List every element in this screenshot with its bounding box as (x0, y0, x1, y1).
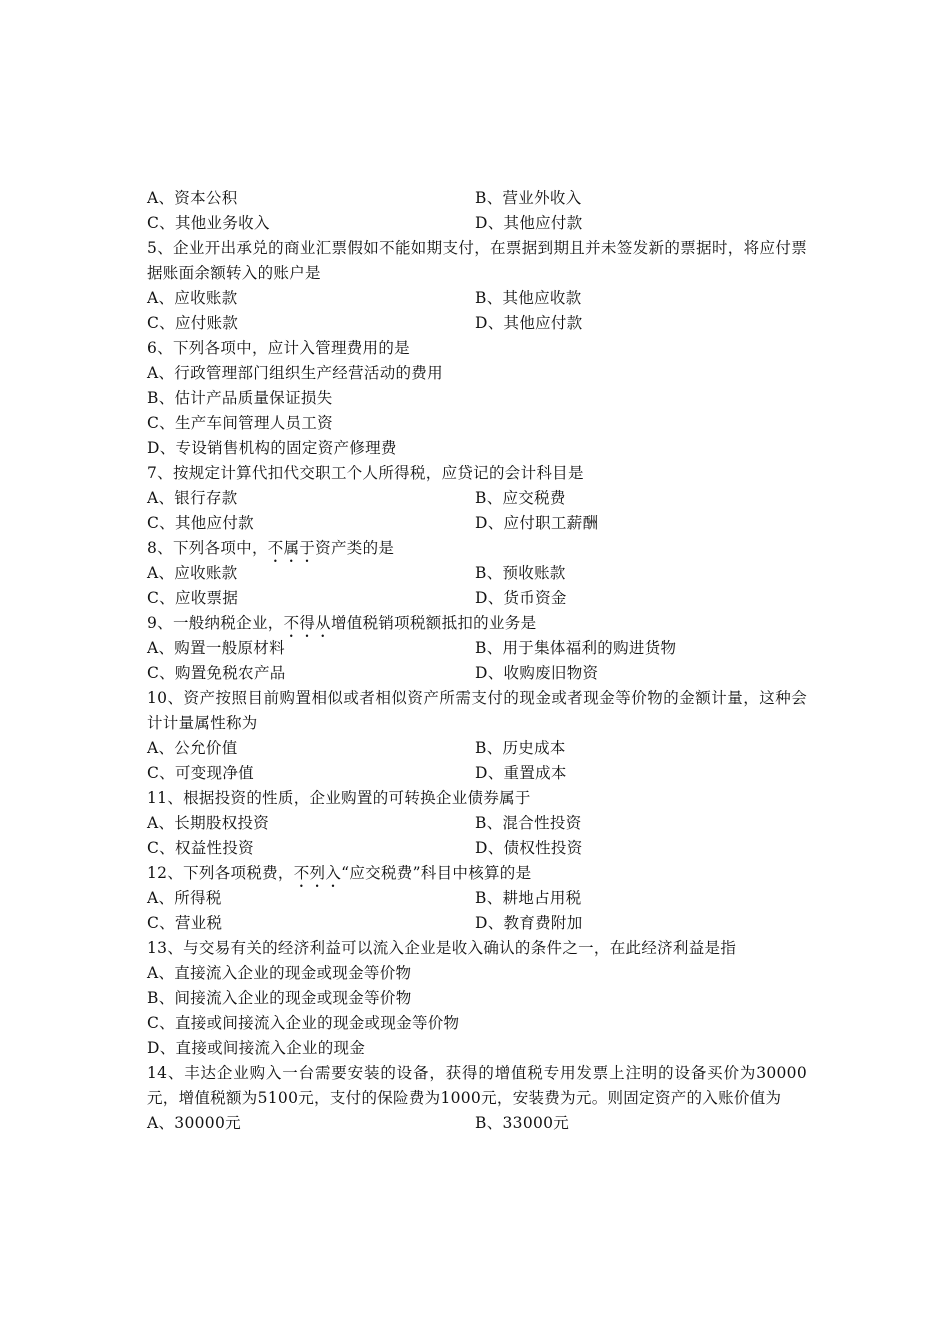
option: A、所得税 (147, 889, 222, 907)
option-row (147, 186, 807, 211)
option: C、可变现净值 (147, 764, 254, 782)
question: 5、企业开出承兑的商业汇票假如不能如期支付，在票据到期且并未签发新的票据时，将应付票据账面余额转入的账户是 (147, 239, 807, 282)
question-text: 增值税销项税额抵扣的业务是 (330, 614, 537, 632)
option-row (147, 736, 807, 761)
option-row (147, 286, 807, 311)
question: 11、根据投资的性质，企业购置的可转换企业债券属于 (147, 789, 531, 807)
option: D、其他应付款 (475, 314, 583, 332)
option: A、长期股权投资 (147, 814, 270, 832)
option-row (147, 886, 807, 911)
option: B、其他应收款 (475, 289, 582, 307)
option: A、应收账款 (147, 564, 238, 582)
option: A、行政管理部门组织生产经营活动的费用 (147, 364, 443, 382)
option: D、应付职工薪酬 (475, 514, 599, 532)
question (147, 536, 807, 561)
option-row (147, 511, 807, 536)
option-row (147, 586, 807, 611)
option: B、历史成本 (475, 739, 566, 757)
option-row (147, 211, 807, 236)
option: A、购置一般原材料 (147, 639, 285, 657)
option: A、直接流入企业的现金或现金等价物 (147, 964, 412, 982)
option: D、货币资金 (475, 589, 567, 607)
option: C、直接或间接流入企业的现金或现金等价物 (147, 1014, 460, 1032)
question: 14、丰达企业购入一台需要安装的设备，获得的增值税专用发票上注明的设备买价为30000元，增值税额为5100元，支付的保险费为1000元，安装费为元。则固定资产的入账价值为 (147, 1064, 807, 1107)
emphasized-text: 不得从 (283, 614, 331, 632)
option: B、混合性投资 (475, 814, 582, 832)
option: D、重置成本 (475, 764, 567, 782)
option-row (147, 311, 807, 336)
question-text: “应交税费”科目中核算的是 (341, 864, 532, 882)
option: C、购置免税农产品 (147, 664, 286, 682)
question: 6、下列各项中，应计入管理费用的是 (147, 339, 410, 357)
option: A、资本公积 (147, 189, 238, 207)
option: C、应收票据 (147, 589, 239, 607)
option: C、营业税 (147, 914, 223, 932)
option: D、教育费附加 (475, 914, 583, 932)
question: 10、资产按照目前购置相似或者相似资产所需支付的现金或者现金等价物的金额计量，这种会计计量属性称为 (147, 689, 807, 732)
option: A、银行存款 (147, 489, 238, 507)
option-row (147, 561, 807, 586)
option-row (147, 911, 807, 936)
option: D、收购废旧物资 (475, 664, 599, 682)
option: C、应付账款 (147, 314, 239, 332)
option-row (147, 1111, 807, 1136)
option: A、公允价值 (147, 739, 238, 757)
question-text: 资产类的是 (315, 539, 395, 557)
option: B、33000元 (475, 1114, 570, 1132)
question: 7、按规定计算代扣代交职工个人所得税，应贷记的会计科目是 (147, 464, 584, 482)
option: D、债权性投资 (475, 839, 583, 857)
option: A、应收账款 (147, 289, 238, 307)
question-text: 12、下列各项税费， (147, 864, 294, 882)
option-row (147, 761, 807, 786)
question-text: 8、下列各项中， (147, 539, 268, 557)
emphasized-text: 不属于 (267, 539, 316, 557)
question-text: 9、一般纳税企业， (147, 614, 284, 632)
option: B、应交税费 (475, 489, 566, 507)
option: D、其他应付款 (475, 214, 583, 232)
option: D、直接或间接流入企业的现金 (147, 1039, 366, 1057)
option: B、间接流入企业的现金或现金等价物 (147, 989, 412, 1007)
option: C、其他应付款 (147, 514, 254, 532)
emphasized-text: 不列入 (293, 864, 342, 882)
option: C、生产车间管理人员工资 (147, 414, 333, 432)
option: B、营业外收入 (475, 189, 582, 207)
option: B、耕地占用税 (475, 889, 582, 907)
question: 13、与交易有关的经济利益可以流入企业是收入确认的条件之一，在此经济利益是指 (147, 939, 737, 957)
option-row (147, 486, 807, 511)
question (147, 611, 807, 636)
option-row (147, 661, 807, 686)
option: B、估计产品质量保证损失 (147, 389, 333, 407)
option-row (147, 636, 807, 661)
option-row (147, 836, 807, 861)
option: C、其他业务收入 (147, 214, 270, 232)
question (147, 861, 807, 886)
option: A、30000元 (147, 1114, 241, 1132)
option: C、权益性投资 (147, 839, 254, 857)
exam-questions (147, 186, 807, 1136)
option: D、专设销售机构的固定资产修理费 (147, 439, 397, 457)
option: B、用于集体福利的购进货物 (475, 639, 677, 657)
option-row (147, 811, 807, 836)
option: B、预收账款 (475, 564, 566, 582)
